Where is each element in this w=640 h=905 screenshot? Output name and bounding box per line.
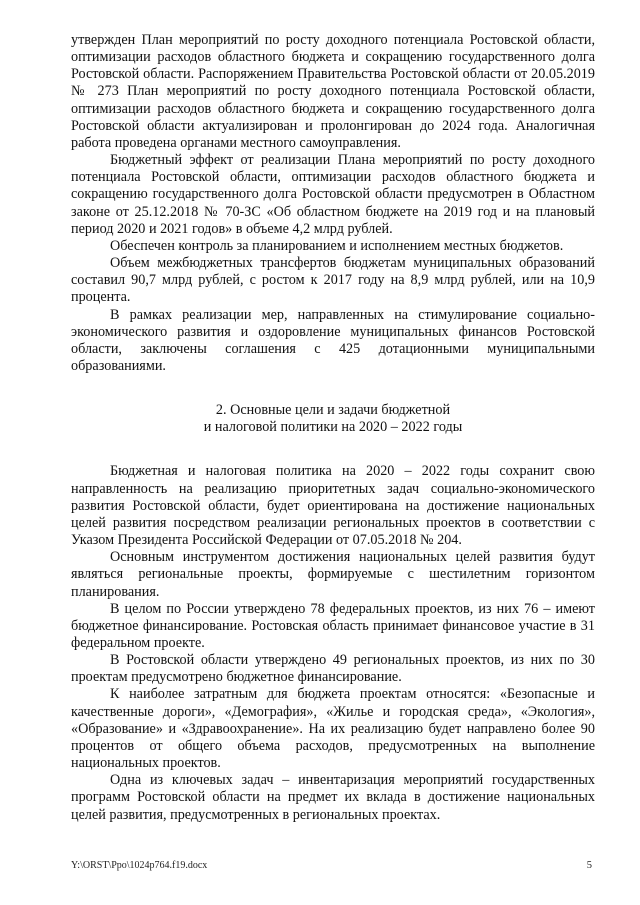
section-heading-line-1: 2. Основные цели и задачи бюджетной xyxy=(215,402,451,419)
footer-file-path: Y:\ORST\Ppo\1024p764.f19.docx xyxy=(71,860,208,871)
paragraph-instrument: Основным инструментом достижения национальных целей развития будут являться региональные проекты, формируемые с шестилетним горизонтом планирования. xyxy=(71,549,595,600)
paragraph-key-task: Одна из ключевых задач – инвентаризация мероприятий государственных программ Ростовской области на предмет их вклада в достижение национальных целей развития, предусмотренных в региональных проектах. xyxy=(71,772,595,823)
section-heading xyxy=(71,402,595,436)
paragraph-continuation: утвержден План мероприятий по росту доходного потенциала Ростовской области, оптимизации расходов областного бюджета и сокращению государственного долга Ростовской области. Распоряжением Правительства Ростовской области от 20.05.2019 № 273 План мероприятий по росту доходного потенциала Ростовской области, оптимизации расходов областного бюджета и сокращению государственного долга Ростовской области актуализирован и пролонгирован до 2024 года. Аналогичная работа проведена органами местного самоуправления. xyxy=(71,32,595,151)
section-heading-line-2: и налоговой политики на 2020 – 2022 годы xyxy=(203,419,463,436)
paragraph-federal-projects: В целом по России утверждено 78 федеральных проектов, из них 76 – имеют бюджетное финансирование. Ростовская область принимает финансовое участие в 31 федеральном проекте. xyxy=(71,600,595,651)
paragraph-transfers: Объем межбюджетных трансфертов бюджетам муниципальных образований составил 90,7 млрд рублей, с ростом к 2017 году на 8,9 млрд рублей, или на 10,9 процента. xyxy=(71,255,595,306)
page-number: 5 xyxy=(586,860,592,871)
paragraph-costly-projects: К наиболее затратным для бюджета проектам относятся: «Безопасные и качественные дороги», «Демография», «Жилье и городская среда», «Экология», «Образование» и «Здравоохранение». На их реализацию будет направлено более 90 процентов от общего объема расходов, предусмотренных на выполнение национальных проектов. xyxy=(71,686,595,772)
paragraph-regional-projects: В Ростовской области утверждено 49 региональных проектов, из них по 30 проектам предусмотрено бюджетное финансирование. xyxy=(71,652,595,686)
paragraph-policy: Бюджетная и налоговая политика на 2020 – 2022 годы сохранит свою направленность на реализацию приоритетных задач социально-экономического развития Ростовской области, будет ориентирована на достижение национальных целей развития посредством реализации региональных проектов в соответствии с Указом Президента Российской Федерации от 07.05.2018 № 204. xyxy=(71,463,595,549)
paragraph-agreements: В рамках реализации мер, направленных на стимулирование социально-экономического развития и оздоровление муниципальных финансов Ростовской области, заключены соглашения с 425 дотационными муниципальными образованиями. xyxy=(71,306,595,374)
paragraph-control: Обеспечен контроль за планированием и исполнением местных бюджетов. xyxy=(110,237,564,254)
paragraph-budget-effect: Бюджетный эффект от реализации Плана мероприятий по росту доходного потенциала Ростовской области, оптимизации расходов областного бюджета и сокращению государственного долга Ростовской области предусмотрен в Областном законе от 25.12.2018 № 70-ЗС «Об областном бюджете на 2019 год и на плановый период 2020 и 2021 годов» в объеме 4,2 млрд рублей. xyxy=(71,152,595,237)
